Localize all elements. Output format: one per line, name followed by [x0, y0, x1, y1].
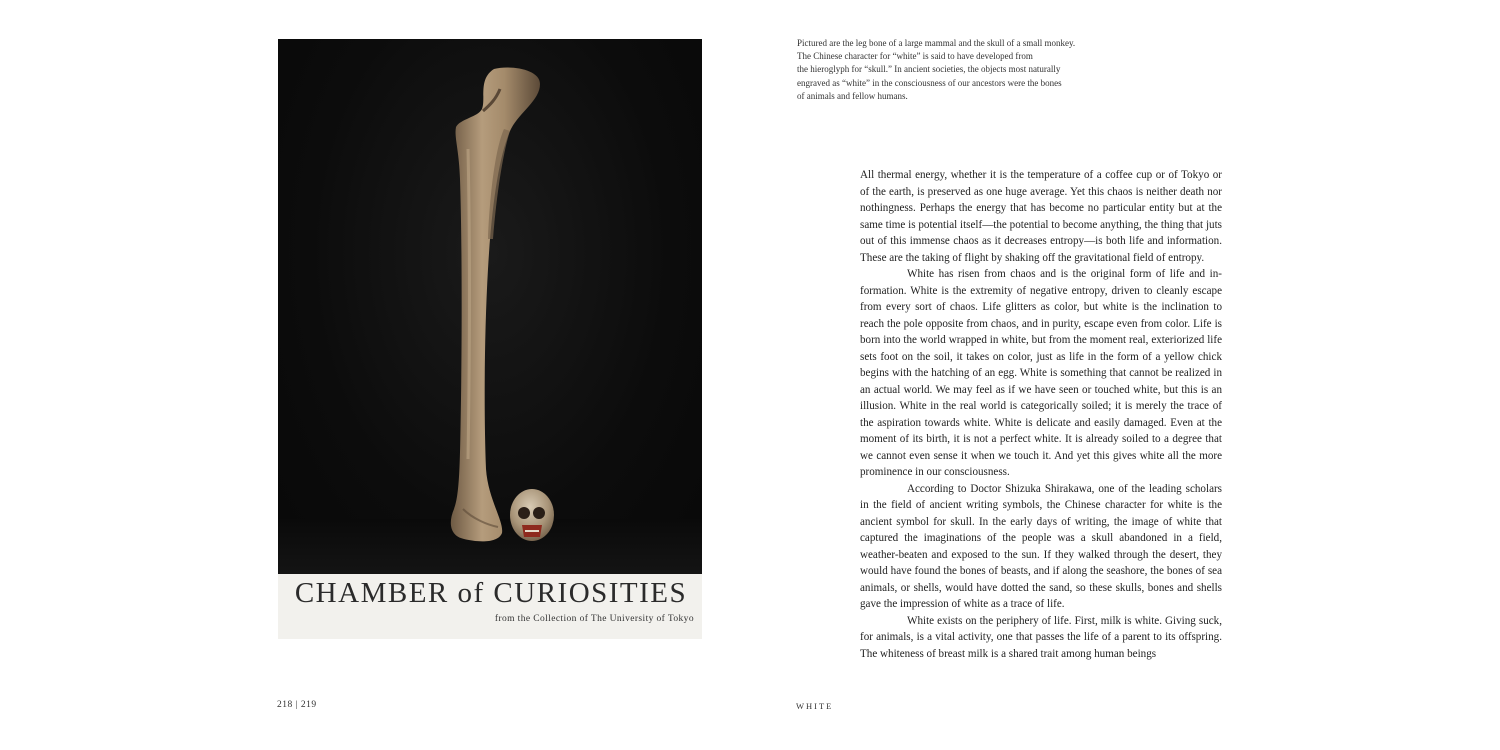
poster-title: CHAMBER of CURIOSITIES [294, 577, 688, 609]
bone-and-skull-illustration [278, 39, 702, 574]
page-numbers: 218 | 219 [277, 700, 317, 710]
paragraph: All thermal energy, whether it is the temperature of a coffee cup or of Tokyo or of the earth, is preserved as one huge average. Yet this chaos is neither death nor nothingness. Perhaps the energy that has become no particular entity but at the same time is potential itself—the potential to become anything, the thing that juts out of this immense chaos as it decreases entropy—is both life and information. These are the taking of flight by shaking off the gravitational field of entropy. [860, 169, 1222, 264]
paragraph: According to Doctor Shizuka Shirakawa, one of the leading scholars in the field of ancient writing symbols, the Chinese character for white is the ancient symbol for skull. In the early days of writing, the image of white that captured the imaginations of the people was a skull abandoned in a field, weather-beaten and exposed to the sun. If they walked through the desert, they would have found the bones of beasts, and if along the seashore, the bones of sea animals, or shells, would have dotted the sand, so these skulls, bones and shells gave the impression of white as a trace of life. [860, 482, 1222, 610]
paragraph: White exists on the periphery of life. First, milk is white. Giving suck, for animals, is a vital activity, one that passes the life of a parent to its offspring. The whiteness of breast milk is a shared trait among human beings [860, 614, 1222, 660]
bone-photograph [278, 39, 702, 574]
leg-bone-image [451, 68, 540, 542]
image-caption: Pictured are the leg bone of a large mammal and the skull of a small monkey. The Chinese character for “white” is said to have developed from the hieroglyph for “skull.” In ancient societies, the objects most naturally engraved as “white” in the consciousness of our ancestors were the bones of animals and fellow humans. [797, 38, 1076, 101]
running-head: WHITE [796, 701, 834, 711]
poster-title-band [278, 574, 702, 639]
body-text [860, 167, 1222, 662]
monkey-skull-image [510, 489, 554, 541]
poster-subtitle: from the Collection of The University of Tokyo [494, 614, 694, 624]
paragraph: White has risen from chaos and is the original form of life and information. White is the extremity of negative entropy, driven to cleanly escape from every sort of chaos. Life glitters as color, but white is the inclination to reach the pole opposite from chaos, and in purity, escape even from color. Life is born into the world wrapped in white, but from the moment real, exteriorized life sets foot on the soil, it takes on color, just as life in the form of a yellow chick begins with the hatching of an egg. White is something that cannot be realized in an actual world. We may feel as if we have seen or touched white, but this is an illusion. White in the real world is categorically soiled; it is merely the trace of the aspiration towards white. White is delicate and easily damaged. Even at the moment of its birth, it is not a perfect white. It is already soiled to a degree that we cannot even sense it when we touch it. And yet this gives white all the more prominence in our consciousness. [860, 268, 1222, 478]
poster-image [278, 39, 702, 639]
